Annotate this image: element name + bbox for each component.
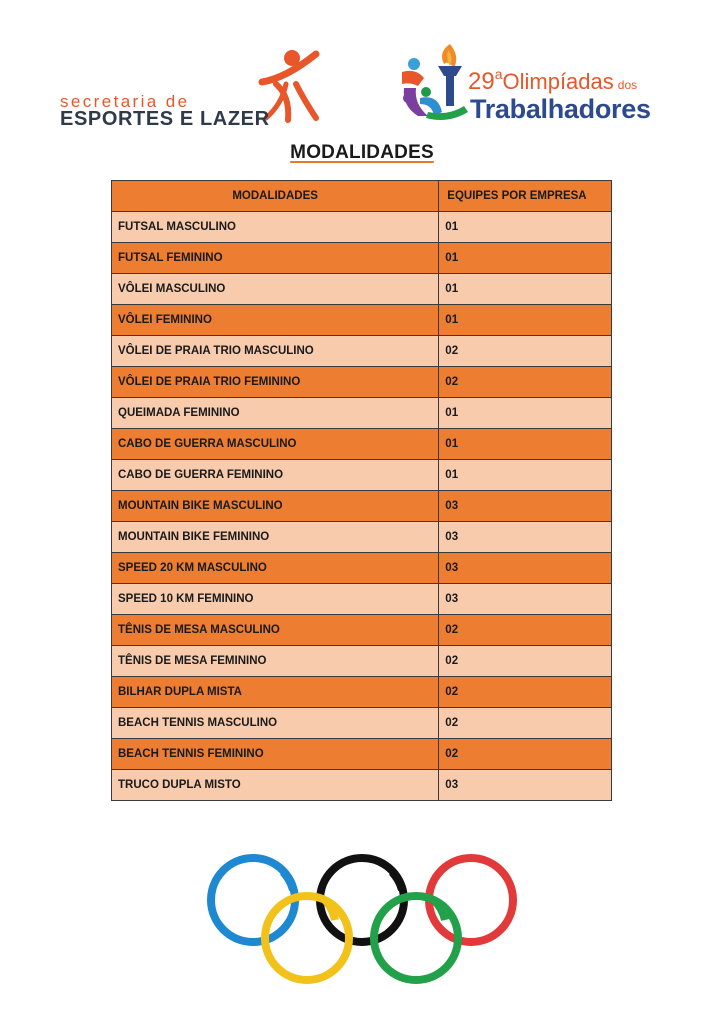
- secretaria-text: secretaria de: [60, 92, 190, 111]
- equipes-cell: 01: [439, 274, 612, 305]
- equipes-cell: 03: [439, 584, 612, 615]
- equipes-cell: 02: [439, 739, 612, 770]
- modalidade-cell: SPEED 10 KM FEMININO: [112, 584, 439, 615]
- modalidade-cell: SPEED 20 KM MASCULINO: [112, 553, 439, 584]
- modalidade-cell: VÔLEI DE PRAIA TRIO MASCULINO: [112, 336, 439, 367]
- header-equipes: EQUIPES POR EMPRESA: [439, 181, 612, 212]
- modalidade-cell: MOUNTAIN BIKE MASCULINO: [112, 491, 439, 522]
- torch-emblem-icon: [398, 42, 478, 126]
- table-row: [112, 615, 612, 646]
- table-row: [112, 305, 612, 336]
- equipes-cell: 03: [439, 491, 612, 522]
- modalidade-cell: VÔLEI FEMININO: [112, 305, 439, 336]
- modalidade-cell: FUTSAL FEMININO: [112, 243, 439, 274]
- header-modalidades: MODALIDADES: [112, 181, 439, 212]
- equipes-cell: 01: [439, 398, 612, 429]
- equipes-cell: 02: [439, 367, 612, 398]
- modalidade-cell: VÔLEI DE PRAIA TRIO FEMININO: [112, 367, 439, 398]
- equipes-cell: 02: [439, 708, 612, 739]
- page-title-text: MODALIDADES: [290, 142, 434, 163]
- esportes-lazer-text: ESPORTES E LAZER: [60, 108, 270, 130]
- modalidade-cell: BEACH TENNIS FEMININO: [112, 739, 439, 770]
- table-row: [112, 274, 612, 305]
- table-row: [112, 212, 612, 243]
- olimpiadas-word: Olimpíadas: [502, 69, 614, 94]
- dos-word: dos: [617, 78, 638, 92]
- equipes-cell: 01: [439, 460, 612, 491]
- olimpiadas-title: [468, 66, 637, 96]
- edition-ordinal: a: [494, 66, 503, 82]
- equipes-cell: 03: [439, 522, 612, 553]
- equipes-cell: 02: [439, 336, 612, 367]
- olimpiadas-logo: [398, 38, 668, 130]
- secretaria-logo: [60, 44, 320, 130]
- modalidades-table: [111, 180, 612, 801]
- modalidade-cell: BEACH TENNIS MASCULINO: [112, 708, 439, 739]
- table-row: [112, 677, 612, 708]
- table-row: [112, 367, 612, 398]
- modalidade-cell: CABO DE GUERRA FEMININO: [112, 460, 439, 491]
- edition-number: 29: [468, 68, 495, 95]
- equipes-cell: 03: [439, 770, 612, 801]
- modalidade-cell: TÊNIS DE MESA MASCULINO: [112, 615, 439, 646]
- table-row: [112, 584, 612, 615]
- modalidade-cell: TRUCO DUPLA MISTO: [112, 770, 439, 801]
- table-row: [112, 708, 612, 739]
- table-row: [112, 398, 612, 429]
- modalidade-cell: TÊNIS DE MESA FEMININO: [112, 646, 439, 677]
- equipes-cell: 02: [439, 615, 612, 646]
- modalidade-cell: CABO DE GUERRA MASCULINO: [112, 429, 439, 460]
- table-row: [112, 553, 612, 584]
- table-body: [112, 212, 612, 801]
- table-row: [112, 770, 612, 801]
- modalidades-table-wrap: [111, 180, 612, 801]
- equipes-cell: 03: [439, 553, 612, 584]
- table-header-row: [112, 181, 612, 212]
- modalidade-cell: FUTSAL MASCULINO: [112, 212, 439, 243]
- table-row: [112, 646, 612, 677]
- olympic-rings-icon: [205, 850, 520, 985]
- modalidade-cell: VÔLEI MASCULINO: [112, 274, 439, 305]
- modalidade-cell: BILHAR DUPLA MISTA: [112, 677, 439, 708]
- table-row: [112, 491, 612, 522]
- table-row: [112, 429, 612, 460]
- table-row: [112, 522, 612, 553]
- trabalhadores-title: Trabalhadores: [470, 94, 651, 124]
- equipes-cell: 01: [439, 243, 612, 274]
- equipes-cell: 01: [439, 212, 612, 243]
- modalidade-cell: QUEIMADA FEMININO: [112, 398, 439, 429]
- table-row: [112, 460, 612, 491]
- table-row: [112, 336, 612, 367]
- page-title: [0, 142, 724, 164]
- table-row: [112, 243, 612, 274]
- equipes-cell: 02: [439, 646, 612, 677]
- equipes-cell: 01: [439, 305, 612, 336]
- table-row: [112, 739, 612, 770]
- equipes-cell: 02: [439, 677, 612, 708]
- modalidade-cell: MOUNTAIN BIKE FEMININO: [112, 522, 439, 553]
- equipes-cell: 01: [439, 429, 612, 460]
